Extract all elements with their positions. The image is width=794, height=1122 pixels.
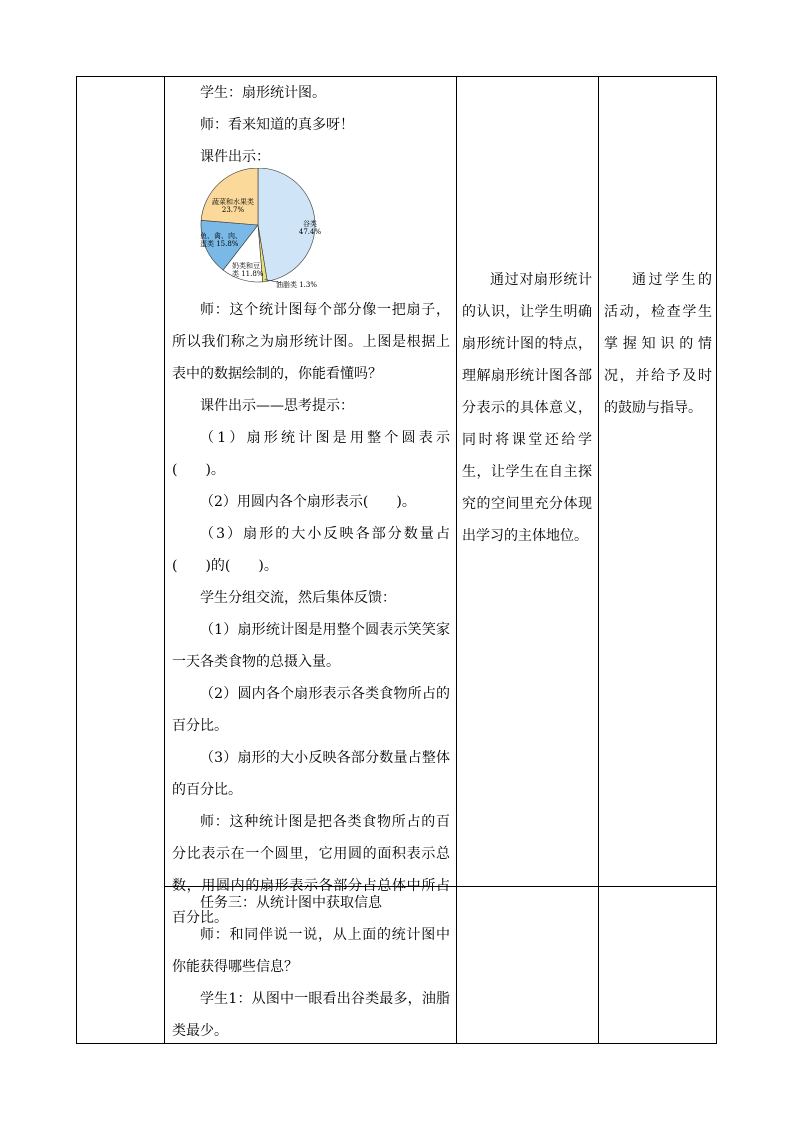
- label-grain: [292, 220, 328, 236]
- text-paragraph: 师：这个统计图每个部分像一把扇子，所以我们称之为扇形统计图。上图是根据上表中的数据绘制的，你能看懂吗？: [172, 302, 450, 382]
- label-grain-name: 谷类: [303, 220, 317, 228]
- text-paragraph: （1）扇形统计图是用整个圆表示笑笑家一天各类食物的总摄入量。: [172, 622, 450, 670]
- label-milk-value: 类 11.8%: [232, 270, 264, 278]
- label-meat-value: 蛋类 15.8%: [200, 240, 239, 248]
- table-column-divider-3: [598, 76, 599, 1044]
- table-column-divider-2: [456, 76, 457, 1044]
- label-oil: 油脂类 1.3%: [276, 281, 318, 289]
- text-paragraph: 学生分组交流，然后集体反馈：: [200, 590, 396, 606]
- assessment-text: 通过学生的活动，检查学生掌握知识的情况，并给予及时的鼓励与指导。: [604, 272, 712, 416]
- text-paragraph: （1）扇形统计图是用整个圆表示( )。: [172, 430, 450, 478]
- task-three-title: 任务三：从统计图中获取信息: [200, 895, 382, 911]
- teaching-process-cell-continued: [172, 294, 450, 934]
- task-three-cell: [172, 887, 450, 1047]
- pie-chart: [196, 168, 346, 292]
- label-veg-value: 23.7%: [221, 206, 245, 214]
- text-paragraph: （2）用圆内各个扇形表示( )。: [200, 494, 416, 510]
- label-grain-value: 47.4%: [298, 228, 322, 236]
- label-milk: [232, 262, 272, 278]
- text-line: 师：看来知道的真多呀！: [200, 117, 354, 133]
- table-border-right: [716, 76, 717, 1044]
- text-paragraph: 师：这种统计图是把各类食物所占的百分比表示在一个圆里，它用圆的面积表示总数，用圆内的扇形表示各部分占总体中所占百分比。: [172, 814, 450, 926]
- teaching-process-cell: [172, 77, 450, 173]
- label-meat: [200, 232, 250, 248]
- slice-veg: [201, 168, 258, 225]
- assessment-cell: [604, 264, 712, 424]
- table-column-divider-1: [164, 76, 165, 1044]
- label-meat-name: 鱼、禽、肉、: [200, 232, 242, 240]
- label-milk-name: 奶类和豆: [232, 262, 260, 270]
- table-border-left: [76, 76, 77, 1044]
- text-paragraph: （2）圆内各个扇形表示各类食物所占的百分比。: [172, 686, 450, 734]
- design-intent-text: 通过对扇形统计的认识，让学生明确扇形统计图的特点，理解扇形统计图各部分表示的具体意义，同时将课堂还给学生，让学生在自主探究的空间里充分体现出学习的主体地位。: [462, 272, 592, 544]
- label-veg: [204, 198, 262, 214]
- text-paragraph: 学生1：从图中一眼看出谷类最多，油脂类最少。: [172, 991, 450, 1039]
- text-paragraph: （3）扇形的大小反映各部分数量占( )的( )。: [172, 526, 450, 574]
- text-paragraph: 课件出示——思考提示：: [200, 398, 354, 414]
- text-paragraph: （3）扇形的大小反映各部分数量占整体的百分比。: [172, 750, 450, 798]
- text-line: 学生：扇形统计图。: [200, 85, 326, 101]
- design-intent-cell: [462, 264, 592, 552]
- text-paragraph: 师：和同伴说一说，从上面的统计图中你能获得哪些信息？: [172, 927, 450, 975]
- label-veg-name: 蔬菜和水果类: [212, 198, 254, 206]
- text-line: 课件出示：: [200, 149, 270, 165]
